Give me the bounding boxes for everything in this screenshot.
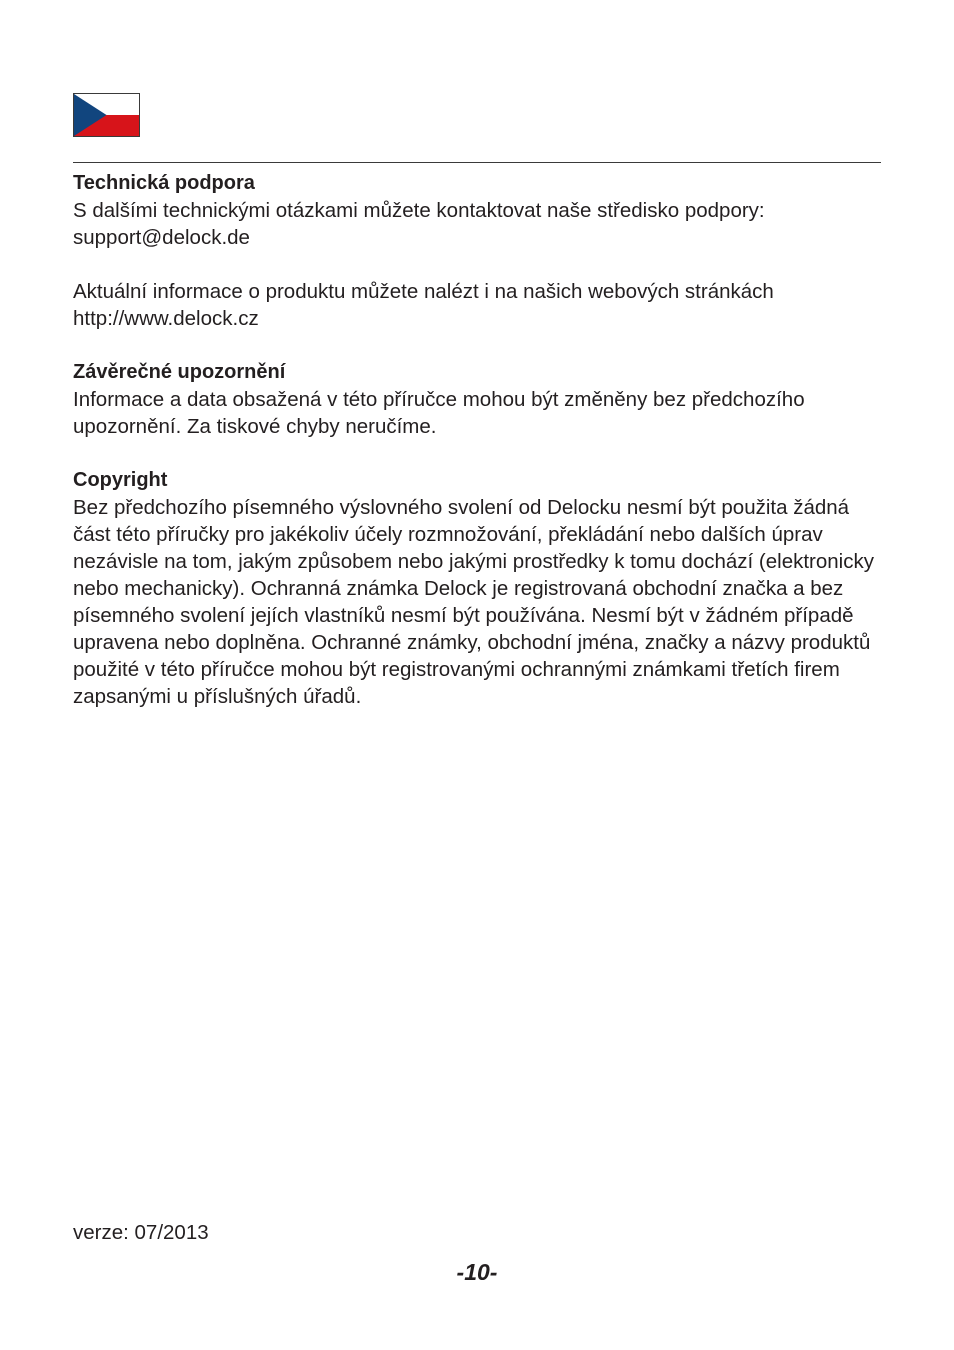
notice-section	[73, 359, 885, 440]
support-email: support@delock.de	[73, 226, 250, 249]
copyright-section	[73, 467, 885, 710]
copyright-heading: Copyright	[73, 469, 168, 491]
version-label: verze: 07/2013	[73, 1221, 209, 1244]
notice-text: Informace a data obsažená v této příručce mohou být změněny bez předchozího upozornění. Za tiskové chyby neručíme.	[73, 388, 805, 438]
page-number: -10-	[456, 1259, 498, 1285]
document-body	[73, 170, 885, 737]
info-url: http://www.delock.cz	[73, 307, 259, 330]
support-section	[73, 170, 885, 251]
support-heading: Technická podpora	[73, 172, 255, 194]
czech-flag-icon	[73, 93, 140, 137]
notice-heading: Závěrečné upozornění	[73, 361, 286, 383]
info-text: Aktuální informace o produktu můžete nalézt i na našich webových stránkách	[73, 280, 774, 303]
copyright-text: Bez předchozího písemného výslovného svolení od Delocku nesmí být použita žádná část této příručky pro jakékoliv účely rozmnožování, překládání nebo dalších úprav nezávisle na tom, jakým způsobem nebo jakými prostředky k tomu dochází (elektronicky nebo mechanicky). Ochranná známka Delock je registrovaná obchodní značka a bez písemného svolení jejích vlastníků nesmí být používána. Nesmí být v žádném případě upravena nebo doplněna. Ochranné známky, obchodní jména, značky a názvy produktů použité v této příručce mohou být registrovanými ochrannými známkami třetích firem zapsanými u příslušných úřadů.	[73, 496, 874, 708]
support-text: S dalšími technickými otázkami můžete kontaktovat naše středisko podpory:	[73, 199, 765, 222]
info-section	[73, 278, 885, 332]
header-divider	[73, 162, 881, 163]
